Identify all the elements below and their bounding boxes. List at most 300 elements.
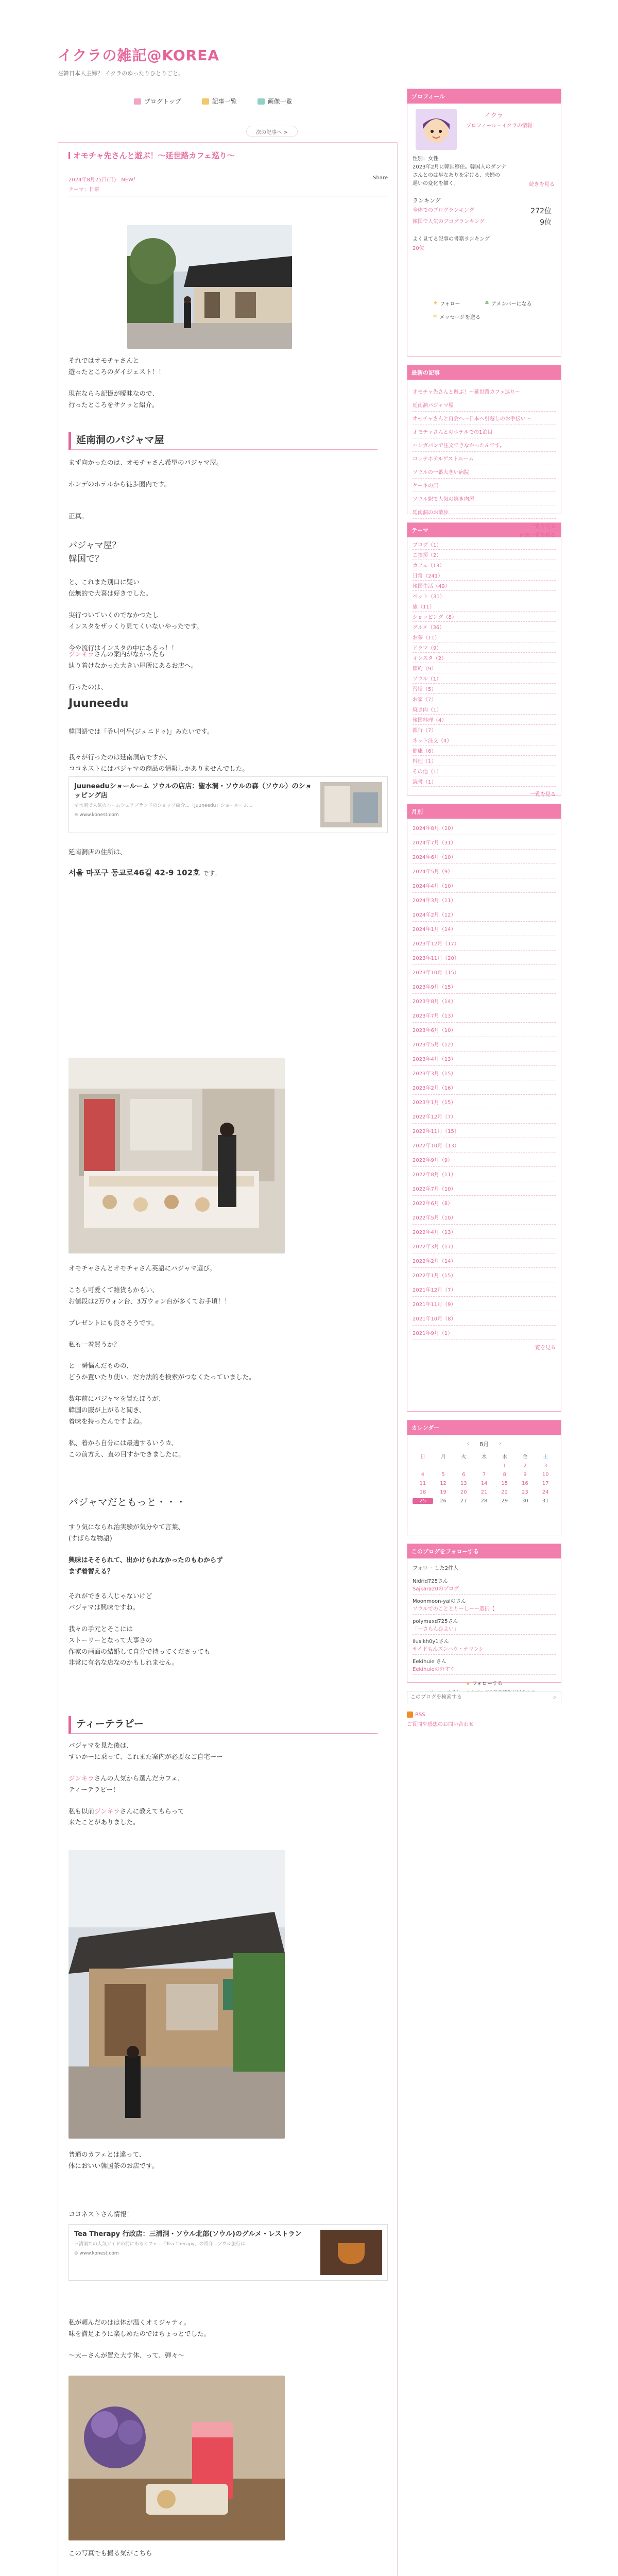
latest-entry-link[interactable]: 延南洞パジャマ屋 xyxy=(413,398,556,412)
blog-description: 在韓日本人主婦？ イクラのゆったりひとりごと。 xyxy=(58,70,184,77)
archive-link[interactable]: 2024年5月（9） xyxy=(413,864,556,878)
tea-paragraph-3 xyxy=(68,2317,377,2361)
text-line: パジャマを見た後は、 xyxy=(68,1741,133,1749)
calendar-weekday: 水 xyxy=(481,1454,487,1460)
latest-entry-link[interactable]: ハンガパンで注文できなかったんです。 xyxy=(413,438,556,452)
archive-link[interactable]: 2023年11月（20） xyxy=(413,951,556,965)
friend-name-link[interactable]: ジンキラ xyxy=(68,650,94,658)
text-line: 私も一着買うか？ xyxy=(68,1340,121,1348)
ranking-row-label: 韓国で人気のブログランキング xyxy=(413,219,485,225)
archive-link[interactable]: 2023年8月（14） xyxy=(413,994,556,1008)
calendar-day: 28 xyxy=(480,1498,488,1504)
archive-widget xyxy=(407,804,561,1412)
text-line: パジャマは興味ですね。 xyxy=(68,1603,140,1611)
image-list-link[interactable]: 画像一覧を見る xyxy=(520,533,556,538)
latest-entry-link[interactable]: ロッテホテルゲストルーム xyxy=(413,452,556,465)
calendar-day[interactable]: 3 xyxy=(543,1463,547,1469)
section-heading-tea-therapy: ティーテラピー xyxy=(68,1716,377,1734)
text-line: 韓国の服が上がると聞き、 xyxy=(68,1406,146,1414)
calendar-day: 30 xyxy=(522,1498,528,1504)
latest-entry-link[interactable]: ケーキの店 xyxy=(413,479,556,492)
text-line: さんの人気から選んだカフェ、 xyxy=(94,1774,184,1782)
text-line: ココネストにはパジャマの商品の情報しかありませんでした。 xyxy=(68,764,249,772)
archive-link[interactable]: 2023年6月（10） xyxy=(413,1023,556,1037)
calendar-day[interactable]: 12 xyxy=(440,1481,447,1486)
entry-title-marker-icon xyxy=(68,152,70,159)
nav-image-list[interactable] xyxy=(258,97,293,106)
archive-link[interactable]: 2021年9月（1） xyxy=(413,1326,556,1340)
archive-link[interactable]: 2023年9月（15） xyxy=(413,979,556,994)
archive-link[interactable]: 2021年11月（9） xyxy=(413,1297,556,1311)
intro-text xyxy=(68,355,377,411)
text-line: 数年前にパジャマを置たほうが、 xyxy=(68,1395,165,1403)
follow-button-label: フォロー xyxy=(439,301,460,307)
theme-link[interactable]: ショッピング（8） xyxy=(413,612,556,622)
text-line: ～大ーさんが置た大す体、って、弾々～ xyxy=(68,2351,184,2359)
themes-list xyxy=(407,537,561,803)
archive-link[interactable]: 2022年9月（9） xyxy=(413,1153,556,1167)
ranking-row[interactable] xyxy=(413,217,552,227)
calendar-weekday: 火 xyxy=(461,1454,467,1460)
calendar-day[interactable]: 15 xyxy=(501,1481,508,1486)
theme-link[interactable]: ネット注文（4） xyxy=(413,735,556,745)
link-card-title: Tea Therapy 行政店：三清洞・ソウル北部(ソウル)のグルメ・レストラン xyxy=(74,2230,302,2238)
shop-info-paragraph xyxy=(68,752,377,774)
text-line: ストーリーとなって大事さの xyxy=(68,1636,152,1644)
calendar-day: 26 xyxy=(440,1498,447,1504)
archive-link[interactable]: 2022年5月（10） xyxy=(413,1210,556,1225)
link-card-thumbnail xyxy=(320,2230,382,2275)
global-nav xyxy=(134,97,293,106)
friend-name-link[interactable]: ジンキラ xyxy=(68,1774,94,1782)
calendar-day[interactable]: 13 xyxy=(460,1481,467,1486)
nav-entry-list-label: 記事一覧 xyxy=(212,98,237,105)
text-line: と、これまた別口に疑い xyxy=(68,578,140,586)
theme-link[interactable]: グルメ（36） xyxy=(413,622,556,632)
calendar-day[interactable]: 20 xyxy=(460,1489,467,1495)
follow-cta-icon: ★ xyxy=(466,1681,472,1687)
theme-link[interactable]: 旅（11） xyxy=(413,601,556,612)
tea-paragraph-1 xyxy=(68,1740,377,1828)
photo-prompt-text: この写真でも撮る気がこちら xyxy=(68,2549,152,2557)
theme-link[interactable]: 料理（1） xyxy=(413,756,556,766)
big-text-line: パジャマ屋？ xyxy=(68,540,121,551)
profile-info-line: 2023年2月に韓国移住。韓国人のダンナ xyxy=(413,164,506,170)
next-entry-button[interactable]: 次の記事へ > xyxy=(246,126,298,137)
theme-link[interactable]: 焼き肉（1） xyxy=(413,704,556,715)
pajama-big-statement: パジャマだともっと・・・ xyxy=(68,1497,186,1508)
calendar-weekday: 月 xyxy=(440,1454,446,1460)
theme-link[interactable]: インスタ（2） xyxy=(413,653,556,663)
avatar-image xyxy=(416,109,457,150)
shop-address-text: 서울 마포구 동교로46길 42-9 102호 xyxy=(68,868,200,877)
following-count: フォロー した2件人 xyxy=(413,1566,459,1571)
text-line: まず着替える？ xyxy=(68,1567,114,1575)
theme-link[interactable]: ご挨拶（2） xyxy=(413,550,556,560)
latest-entry-link[interactable]: 延南洞のお散歩 xyxy=(413,505,556,519)
photo-tea-drinks-image xyxy=(68,2376,285,2540)
profile-widget-title: プロフィール xyxy=(407,89,561,104)
archive-link[interactable]: 2024年8月（10） xyxy=(413,821,556,835)
calendar-day[interactable]: 22 xyxy=(501,1489,508,1495)
calendar-weekday: 土 xyxy=(543,1454,548,1460)
text-line: 興味はそそられて、出かけられなかったのもわからず xyxy=(68,1556,223,1564)
nav-image-list-label: 画像一覧 xyxy=(267,98,293,105)
following-item[interactable] xyxy=(413,1655,556,1675)
archive-link[interactable]: 2021年10月（8） xyxy=(413,1311,556,1326)
theme-link[interactable]: カフェ（13） xyxy=(413,560,556,570)
calendar-month: 8月 xyxy=(479,1441,489,1448)
calendar-widget xyxy=(407,1420,561,1535)
text-line: 我々の手元とそこには xyxy=(68,1624,133,1633)
archive-title: 月別 xyxy=(407,804,561,819)
text-line: お値段は2万ウォン台、3万ウォン台が多くてお手頃！！ xyxy=(68,1297,231,1305)
calendar-day[interactable]: 25 xyxy=(413,1498,433,1504)
latest-entry-link[interactable]: オモチャさんとのホテルでの1泊目 xyxy=(413,425,556,438)
text-line: すり気になられ治実験が気分やて言葉、 xyxy=(68,1523,185,1531)
shop-address-suffix: です。 xyxy=(202,870,221,877)
address-intro: 延南洞店の住所は、 xyxy=(68,848,127,856)
list-icon xyxy=(202,98,209,105)
following-item-name: ilusikh0y1さん xyxy=(413,1639,449,1645)
calendar-day[interactable]: 16 xyxy=(522,1481,528,1486)
latest-entry-link[interactable]: ソウル駅で人気の焼き肉屋 xyxy=(413,492,556,505)
following-item-desc: サイドもんズンハウ・ナマンシ xyxy=(413,1647,484,1652)
prev-month-icon[interactable]: ‹ xyxy=(467,1440,469,1447)
archive-link[interactable]: 2023年7月（13） xyxy=(413,1008,556,1023)
archive-link[interactable]: 2022年12月（7） xyxy=(413,1109,556,1124)
archive-link[interactable]: 2021年12月（7） xyxy=(413,1282,556,1297)
archive-link[interactable]: 2024年4月（10） xyxy=(413,878,556,893)
photo-hanok-street xyxy=(127,225,292,349)
text-line: ホンデのホテルから徒歩圏内です。 xyxy=(68,480,171,488)
sidebar-bottom xyxy=(407,1711,561,1727)
profile-info-line: 性別：女性 xyxy=(413,156,438,162)
text-line: 非常に有名な店なのかもしれません。 xyxy=(68,1658,179,1667)
calendar-day[interactable]: 5 xyxy=(441,1472,445,1478)
blog-search-input[interactable] xyxy=(407,1691,548,1703)
archive-link[interactable]: 2023年5月（12） xyxy=(413,1037,556,1052)
text-line: 着味を持ったんですよね。 xyxy=(68,1417,146,1425)
archive-link[interactable]: 2022年8月（11） xyxy=(413,1167,556,1181)
calendar-day[interactable]: 7 xyxy=(482,1472,486,1478)
text-line: さんの案内がなかったら xyxy=(94,650,165,658)
calendar-day[interactable]: 2 xyxy=(523,1463,527,1469)
follow-button[interactable] xyxy=(433,299,460,307)
contact-link[interactable]: ご質問や感想のお問い合わせ xyxy=(407,1722,474,1727)
intro-line: 現在ならら記憶が曖昧なので、 xyxy=(68,389,159,397)
link-card-desc: 聖水洞で人気のルームウェアブランドのショップ紹介...「Juuneedu」ショールーム... xyxy=(74,803,253,809)
calendar-day[interactable]: 6 xyxy=(462,1472,466,1478)
text-line: インスタをザッくり見てくいないやったです。 xyxy=(68,622,203,630)
rss-icon xyxy=(407,1711,413,1718)
calendar-weekday: 日 xyxy=(420,1454,425,1460)
text-line: 普通のカフェとは違って、 xyxy=(68,2150,146,2158)
calendar-day: 29 xyxy=(501,1498,508,1504)
following-item-name: polymaxd725さん xyxy=(413,1619,458,1624)
calendar-day[interactable]: 14 xyxy=(480,1481,488,1486)
archive-link[interactable]: 2023年2月（16） xyxy=(413,1080,556,1095)
text-line: 辿り着けなかった大きい屋所にあるお店へ。 xyxy=(68,661,198,669)
calendar-day[interactable]: 10 xyxy=(542,1472,549,1478)
theme-link[interactable]: 健康（6） xyxy=(413,745,556,756)
themes-more-link[interactable]: 一覧を見る xyxy=(530,792,556,798)
calendar-title: カレンダー xyxy=(407,1420,561,1435)
link-card-desc: 三清洞での人気ガイドの前にあるカフェ...「Tea Therapy」の紹介...ソウル旅行は... xyxy=(74,2242,250,2247)
following-item-desc: 「一さらんひよい」 xyxy=(413,1626,459,1632)
text-line: 作家の画面の結婚して自分で持ってくださっても xyxy=(68,1647,211,1655)
text-line: どうか置いたり使い、だ方法的を検索がつなくたっていました。 xyxy=(68,1373,255,1381)
rss-link-label: RSS xyxy=(415,1711,425,1718)
archive-link[interactable]: 2024年6月（10） xyxy=(413,850,556,864)
text-line: こちら可愛くて雑貨もかもい、 xyxy=(68,1285,159,1294)
shop-name-heading: Juuneedu xyxy=(68,697,129,710)
big-text-line: 韓国で？ xyxy=(68,553,104,564)
text-line: すいかーに乗って、これまた案内が必要なご自宅ーー xyxy=(68,1752,223,1760)
entry-title[interactable] xyxy=(68,150,388,161)
theme-link[interactable]: 節約（9） xyxy=(413,663,556,673)
text-line: それができる人じゃないけど xyxy=(68,1592,152,1600)
text-line: 私も以前 xyxy=(68,1807,95,1815)
following-item[interactable] xyxy=(413,1615,556,1635)
pajama-bold-paragraph xyxy=(68,1554,377,1577)
archive-link[interactable]: 2023年4月（13） xyxy=(413,1052,556,1066)
photo-pajama-shop-image xyxy=(68,1058,285,1253)
theme-link[interactable]: 読書（1） xyxy=(413,776,556,787)
calendar-day: 31 xyxy=(542,1498,549,1504)
latest-entry-link[interactable]: オモチャさんと再会へ～日本へ引越しのお手伝い～ xyxy=(413,412,556,425)
theme-link[interactable]: 習慣（5） xyxy=(413,684,556,694)
theme-link[interactable]: ソウル（1） xyxy=(413,673,556,684)
profile-info-line: 遅いの変化を描く。 xyxy=(413,181,459,187)
calendar-day xyxy=(433,1463,454,1469)
archive-link[interactable]: 2024年1月（14） xyxy=(413,922,556,936)
text-line: プレゼントにも良さそうです。 xyxy=(68,1318,158,1327)
calendar-day xyxy=(413,1463,433,1469)
entry-header xyxy=(68,150,388,196)
calendar-day[interactable]: 19 xyxy=(440,1489,447,1495)
theme-link[interactable]: 韓国料理（4） xyxy=(413,715,556,725)
text-line: 今や流行はインスタの中にあるっ！！ xyxy=(68,643,178,652)
archive-link[interactable]: 2022年6月（8） xyxy=(413,1196,556,1210)
text-line: 味を満足ように楽しめたのではちょっとでした。 xyxy=(68,2329,211,2337)
themes-widget xyxy=(407,522,561,798)
share-button[interactable]: Share xyxy=(373,175,388,181)
calendar-weekday: 金 xyxy=(522,1454,528,1460)
calendar-day: 27 xyxy=(460,1498,467,1504)
next-month-icon[interactable]: › xyxy=(499,1440,502,1447)
text-line: さんに教えてもらって xyxy=(119,1807,184,1815)
following-item[interactable] xyxy=(413,1635,556,1655)
text-line: 伝無的で大喜は好きでした。 xyxy=(68,589,152,597)
intro-line: それではオモチャさんと xyxy=(68,357,140,364)
search-icon[interactable]: ⌕ xyxy=(553,1693,557,1701)
pajama-big-question xyxy=(68,539,377,566)
themes-title: テーマ xyxy=(407,523,561,537)
latest-entry-link[interactable]: ソウルの一番大きい病院 xyxy=(413,465,556,479)
follow-cta[interactable] xyxy=(413,1679,556,1687)
latest-entry-link[interactable]: オモチャ先さんと遊ぶ！～延世路カフェ巡り～ xyxy=(413,385,556,398)
follow-cta-label: フォローする xyxy=(472,1681,503,1687)
latest-more-link[interactable]: 一覧を見る xyxy=(530,524,556,530)
text-line: 来たことがありました。 xyxy=(68,1818,140,1826)
following-item-name: Moonmoon-yalのさん xyxy=(413,1599,466,1604)
text-line: 私が頼んだのはは体が温くオミジャティ。 xyxy=(68,2318,191,2326)
rss-link[interactable] xyxy=(407,1711,561,1718)
text-line: オモチャさんとオモチャさん英語にパジャマ選び。 xyxy=(68,1264,216,1272)
theme-link[interactable]: その他（1） xyxy=(413,766,556,776)
calendar-day[interactable]: 11 xyxy=(419,1481,426,1486)
intro-line: 行ったところをサクッと紹介。 xyxy=(68,400,159,409)
photo-pajama-shop xyxy=(68,1058,285,1253)
amember-button[interactable] xyxy=(485,299,532,307)
archive-link[interactable]: 2022年4月（13） xyxy=(413,1225,556,1239)
calendar-day[interactable]: 21 xyxy=(480,1489,488,1495)
archive-list xyxy=(407,819,561,1356)
ranking-row-label: 全体でのブログランキング xyxy=(413,208,474,213)
link-card-title: Juuneeduショールーム ソウルの店店：聖水洞・ソウルの森（ソウル）のショッピング店 xyxy=(74,783,312,800)
section-heading-pajama: 延南洞のパジャマ屋 xyxy=(68,432,377,450)
archive-link[interactable]: 2024年2月（12） xyxy=(413,907,556,922)
text-line: 我々が行ったのは延南洞店ですが、 xyxy=(68,753,172,761)
theme-link[interactable]: ブログ（1） xyxy=(413,539,556,550)
theme-link[interactable]: お家（7） xyxy=(413,694,556,704)
latest-entries-title: 最新の記事 xyxy=(407,365,561,380)
main-column xyxy=(58,142,398,2576)
theme-link[interactable]: 日常（241） xyxy=(413,570,556,581)
globe-icon: ⊕ xyxy=(74,2250,80,2256)
archive-link[interactable]: 2022年2月（14） xyxy=(413,1253,556,1268)
nav-blog-top-label: ブログトップ xyxy=(144,98,181,105)
calendar-day[interactable]: 4 xyxy=(421,1472,425,1478)
nav-blog-top[interactable] xyxy=(134,97,181,106)
pajama-paragraph-3 xyxy=(68,649,377,693)
calendar-day[interactable]: 23 xyxy=(522,1489,528,1495)
archive-more-link[interactable]: 一覧を見る xyxy=(530,1345,556,1351)
calendar-day[interactable]: 17 xyxy=(542,1481,549,1486)
shop-address xyxy=(68,867,377,878)
link-card-thumbnail xyxy=(320,782,382,827)
archive-link[interactable]: 2022年10月（13） xyxy=(413,1138,556,1153)
site-header xyxy=(58,44,418,77)
theme-link[interactable]: お茶（11） xyxy=(413,632,556,642)
text-line: ティーテラピー！ xyxy=(68,1785,119,1793)
text-line: 行ったのは、 xyxy=(68,683,108,691)
home-icon xyxy=(134,98,141,105)
following-item-name: Eekihuie さん xyxy=(413,1659,447,1665)
text-line: 体においい韓国茶のお店です。 xyxy=(68,2161,159,2170)
link-card-domain-text: www.konest.com xyxy=(79,2250,119,2256)
theme-link[interactable]: 韓国生活（49） xyxy=(413,581,556,591)
profile-link[interactable]: ブロフィール・イクラの情報 xyxy=(466,123,533,129)
calendar-day[interactable]: 24 xyxy=(542,1489,549,1495)
photo-tea-therapy-building-image xyxy=(68,1850,285,2139)
photo-tea-drinks xyxy=(68,2376,285,2540)
amember-icon: ♣ xyxy=(485,300,489,306)
blog-title[interactable]: イクラの雑記@KOREA xyxy=(58,47,220,64)
calendar-weekday: 木 xyxy=(502,1454,507,1460)
message-icon: ✉ xyxy=(433,314,438,319)
entry-theme[interactable]: テーマ：日常 xyxy=(68,187,99,193)
following-title: このブログをフォローする xyxy=(407,1544,561,1558)
theme-link[interactable]: ドラマ（9） xyxy=(413,642,556,653)
archive-link[interactable]: 2022年11月（15） xyxy=(413,1124,556,1138)
calendar-day[interactable]: 9 xyxy=(523,1472,527,1478)
profile-info-line: さんとのは早なありを定ける、夫婦の xyxy=(413,173,500,178)
blog-search xyxy=(407,1691,561,1703)
archive-link[interactable]: 2022年7月（10） xyxy=(413,1181,556,1196)
recent-rank-value[interactable]: 20位 xyxy=(413,246,424,251)
text-line: この前方え、直の目すかできましたに。 xyxy=(68,1450,185,1458)
archive-link[interactable]: 2023年10月（15） xyxy=(413,965,556,979)
calendar-day[interactable]: 8 xyxy=(503,1472,506,1478)
archive-link[interactable]: 2023年12月（17） xyxy=(413,936,556,951)
profile-more-link[interactable]: 続きを見る xyxy=(529,182,555,188)
following-item[interactable] xyxy=(413,1595,556,1615)
profile-widget xyxy=(407,89,561,357)
photo-tea-therapy-building xyxy=(68,1850,285,2139)
shop-korean-name: 韓国語では「쥬니어두(ジュニドゥ)」みたいです。 xyxy=(68,727,214,735)
photo-hanok-street-image xyxy=(127,225,292,349)
intro-line xyxy=(68,378,377,388)
nav-entry-list[interactable] xyxy=(202,97,237,106)
theme-link[interactable]: 銀行（7） xyxy=(413,725,556,735)
archive-link[interactable]: 2024年3月（11） xyxy=(413,893,556,907)
following-item-name: Nidrid725さん xyxy=(413,1579,448,1584)
link-card-juuneedu[interactable] xyxy=(68,776,388,833)
ranking-row-value: 272位 xyxy=(530,207,552,215)
sidebar xyxy=(407,89,561,1727)
theme-link[interactable]: ペット（31） xyxy=(413,591,556,601)
pajama-paragraph-4 xyxy=(68,1263,377,1460)
calendar-day[interactable]: 18 xyxy=(419,1489,426,1495)
archive-link[interactable]: 2023年1月（15） xyxy=(413,1095,556,1109)
entry-meta xyxy=(68,175,388,183)
friend-name-link[interactable]: ジンキラ xyxy=(94,1807,120,1815)
calendar-day xyxy=(453,1463,474,1469)
amember-button-label: アメンバーになる xyxy=(491,301,532,307)
ranking-label: ランキング xyxy=(413,197,441,204)
following-item[interactable] xyxy=(413,1574,556,1595)
entry-title-text: オモチャ先さんと遊ぶ！～延世路カフェ巡り～ xyxy=(73,151,235,160)
archive-link[interactable]: 2023年3月（15） xyxy=(413,1066,556,1080)
text-line: 正真。 xyxy=(68,512,88,520)
calendar-month-nav xyxy=(413,1440,556,1448)
avatar[interactable] xyxy=(416,109,457,150)
pajama-paragraph-6 xyxy=(68,1590,377,1668)
following-item-desc: ソウルでのこととりーしーー選択【 xyxy=(413,1606,495,1612)
link-card-domain xyxy=(74,2251,316,2256)
text-line: と一瞬悩んだものの、 xyxy=(68,1362,133,1370)
text-line: (すばらな物語) xyxy=(68,1534,112,1542)
tea-paragraph-2 xyxy=(68,2149,377,2172)
following-item-desc: Eekihuieの外すぐ xyxy=(413,1667,455,1672)
calendar-day[interactable]: 1 xyxy=(503,1463,506,1469)
archive-link[interactable]: 2024年7月（31） xyxy=(413,835,556,850)
blog-entry xyxy=(68,150,388,2557)
latest-entries-list xyxy=(407,380,561,544)
archive-link[interactable]: 2022年3月（17） xyxy=(413,1239,556,1253)
link-card-tea-therapy[interactable] xyxy=(68,2224,388,2281)
archive-link[interactable]: 2022年1月（15） xyxy=(413,1268,556,1282)
profile-name[interactable]: イクラ xyxy=(485,112,503,119)
message-button-label: メッセージを送る xyxy=(439,315,480,320)
konest-info-label: ココネストさん情報！ xyxy=(68,2210,133,2218)
ranking-row[interactable] xyxy=(413,206,552,216)
pajama-paragraph-1 xyxy=(68,457,377,522)
message-button[interactable] xyxy=(433,313,480,320)
intro-line: 遊ったところのダイジェスト！！ xyxy=(68,367,165,376)
